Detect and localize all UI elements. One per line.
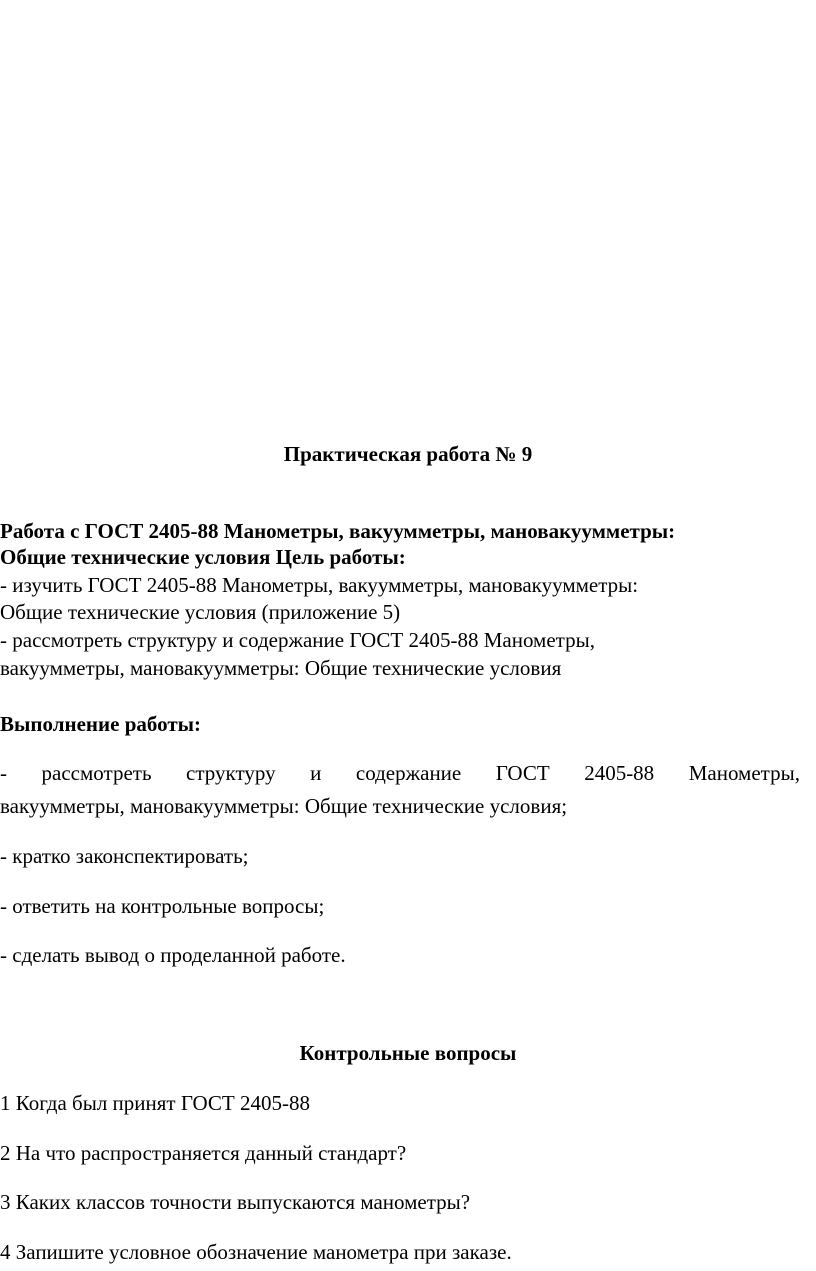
- questions-heading: Контрольные вопросы: [299, 1041, 517, 1065]
- execution-step-2: - кратко законспектировать;: [0, 844, 249, 868]
- goal-1-line-1: - изучить ГОСТ 2405-88 Манометры, вакуумметры, мановакуумметры:: [0, 573, 639, 597]
- work-heading-line-2: Общие технические условия Цель работы:: [0, 545, 406, 569]
- step-1-word: структуру: [186, 761, 276, 785]
- step-1-word: содержание: [355, 761, 462, 785]
- question-4: 4 Запишите условное обозначение манометра при заказе.: [0, 1240, 512, 1264]
- goal-2-line-1: - рассмотреть структуру и содержание ГОСТ 2405-88 Манометры,: [0, 628, 595, 652]
- work-heading-line-1: Работа с ГОСТ 2405-88 Манометры, вакуумметры, мановакуумметры:: [0, 519, 676, 543]
- execution-step-3: - ответить на контрольные вопросы;: [0, 894, 325, 918]
- goal-1-line-2: Общие технические условия (приложение 5): [0, 600, 401, 624]
- step-1-word: Манометры,: [688, 761, 800, 785]
- question-2: 2 На что распространяется данный стандарт?: [0, 1141, 407, 1165]
- execution-step-1-line-2: вакуумметры, мановакуумметры: Общие технические условия;: [0, 794, 568, 818]
- goal-2-line-2: вакуумметры, мановакуумметры: Общие технические условия: [0, 656, 562, 680]
- execution-step-1-line-1: [0, 760, 800, 786]
- execution-step-4: - сделать вывод о проделанной работе.: [0, 943, 346, 967]
- execution-heading: Выполнение работы:: [0, 712, 202, 736]
- step-1-word: ГОСТ: [495, 761, 550, 785]
- step-1-word: 2405-88: [584, 761, 655, 785]
- step-1-word: и: [310, 761, 322, 785]
- step-1-word: -: [0, 761, 7, 785]
- question-1: 1 Когда был принят ГОСТ 2405-88: [0, 1091, 310, 1115]
- step-1-word: рассмотреть: [41, 761, 152, 785]
- page-title: Практическая работа № 9: [283, 442, 533, 466]
- question-3: 3 Каких классов точности выпускаются манометры?: [0, 1190, 471, 1214]
